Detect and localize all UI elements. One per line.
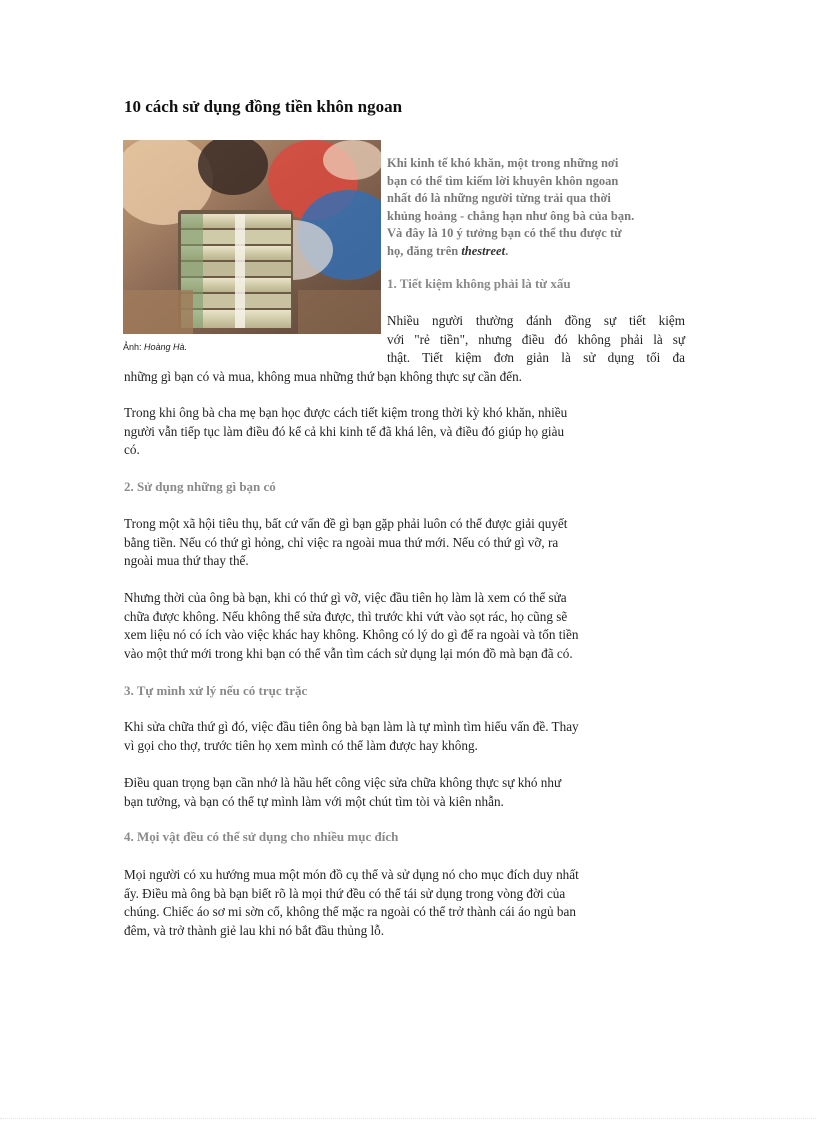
paragraph-line: có. [124,442,140,458]
paragraph-line: vào một thứ mới trong khi bạn có thể vẫn tìm cách sử dụng lại món đồ mà bạn đã có. [124,645,573,661]
intro-line: nhất đó là những người từng trải qua thời [387,191,611,205]
paragraph-line: bằng tiền. Nếu có thứ gì hỏng, chỉ việc ra ngoài mua thứ mới. Nếu có thứ gì vỡ, ra [124,534,559,550]
paragraph-line: người vẫn tiếp tục làm điều đó kể cả khi kinh tế đã khá lên, và điều đó giúp họ giàu [124,423,565,439]
section-heading: 3. Tự mình xử lý nếu có trục trặc [124,683,308,698]
intro-paragraph [387,155,692,260]
section2-paragraph1 [124,515,699,571]
paragraph-line: Nhưng thời của ông bà bạn, khi có thứ gì vỡ, việc đầu tiên họ làm là xem có thể sửa [124,590,567,605]
intro-line-last [387,243,692,261]
paragraph-line: Trong một xã hội tiêu thụ, bất cứ vấn đề gì bạn gặp phải luôn có thể được giải quyết [124,516,568,531]
paragraph-line: xem liệu nó có ích vào việc khác hay không. Không có lý do gì để ra ngoài và tốn tiền [124,627,579,643]
intro-line: bạn có thể tìm kiếm lời khuyên khôn ngoan [387,173,619,188]
article-photo-money-stacks [123,140,381,334]
paragraph-line: bạn tưởng, và bạn có thể tự mình làm với một chút tìm tòi và kiên nhẫn. [124,793,504,809]
paragraph-line: đêm, và trở thành giẻ lau khi nó bắt đầu thủng lỗ. [124,922,385,938]
paragraph-line: những gì bạn có và mua, không mua những thứ bạn không thực sự cần đến. [124,369,522,384]
paragraph-line: Khi sửa chữa thứ gì đó, việc đầu tiên ông bà bạn làm là tự mình tìm hiểu vấn đề. Thay [124,719,579,734]
paragraph-line: ngoài mua thứ thay thế. [124,553,249,569]
section1-paragraph1-wrapped [387,312,685,368]
photo-caption [123,342,187,352]
caption-prefix: Ảnh: [123,342,142,352]
intro-last-suffix: . [505,243,509,258]
page-bottom-divider [0,1118,816,1119]
paragraph-line: chúng. Chiếc áo sơ mi sờn cổ, không thể mặc ra ngoài có thể trở thành cái áo ngủ ban [124,904,576,920]
intro-line: khủng hoảng - chẳng hạn như ông bà của bạn. [387,208,635,223]
section-heading: 2. Sử dụng những gì bạn có [124,479,276,494]
paragraph-line: Trong khi ông bà cha mẹ bạn học được cách tiết kiệm trong thời kỳ khó khăn, nhiều [124,405,568,420]
section3-paragraph1 [124,718,699,755]
paragraph-line: Nhiều người thường đánh đồng sự tiết kiệm [387,313,685,328]
section-heading: 4. Mọi vật đều có thể sử dụng cho nhiều mục đích [124,829,399,844]
paragraph-line: với "rẻ tiền", nhưng điều đó không phải là sự [387,331,685,347]
article-title: 10 cách sử dụng đồng tiền khôn ngoan [124,97,403,116]
intro-last-prefix: họ, đăng trên [387,243,459,258]
caption-credit: Hoàng Hà. [144,342,188,352]
paragraph-line: Mọi người có xu hướng mua một món đồ cụ thể và sử dụng nó cho mục đích duy nhất [124,867,579,882]
paragraph-line: chữa được không. Nếu không thể sửa được, thì trước khi vứt vào sọt rác, họ cũng sẽ [124,608,568,624]
paragraph-line: Điều quan trọng bạn cần nhớ là hầu hết công việc sửa chữa không thực sự khó như [124,775,562,790]
intro-line: Và đây là 10 ý tưởng bạn có thể thu được từ [387,226,622,240]
section1-paragraph1-last [124,368,684,387]
section1-paragraph2 [124,404,699,460]
section4-paragraph1 [124,866,699,940]
paragraph-line: thật. Tiết kiệm đơn giản là sử dụng tối đa [387,350,685,366]
intro-source: thestreet [461,243,506,258]
paragraph-line: ấy. Điều mà ông bà bạn biết rõ là mọi thứ đều có thể tái sử dụng trong vòng đời của [124,885,566,901]
section3-paragraph2 [124,774,699,811]
intro-line: Khi kinh tế khó khăn, một trong những nơi [387,156,619,170]
section-heading: 1. Tiết kiệm không phải là từ xấu [387,276,571,291]
section2-paragraph2 [124,589,699,663]
paragraph-line: vì gọi cho thợ, trước tiên họ xem mình có thể làm được hay không. [124,737,478,753]
